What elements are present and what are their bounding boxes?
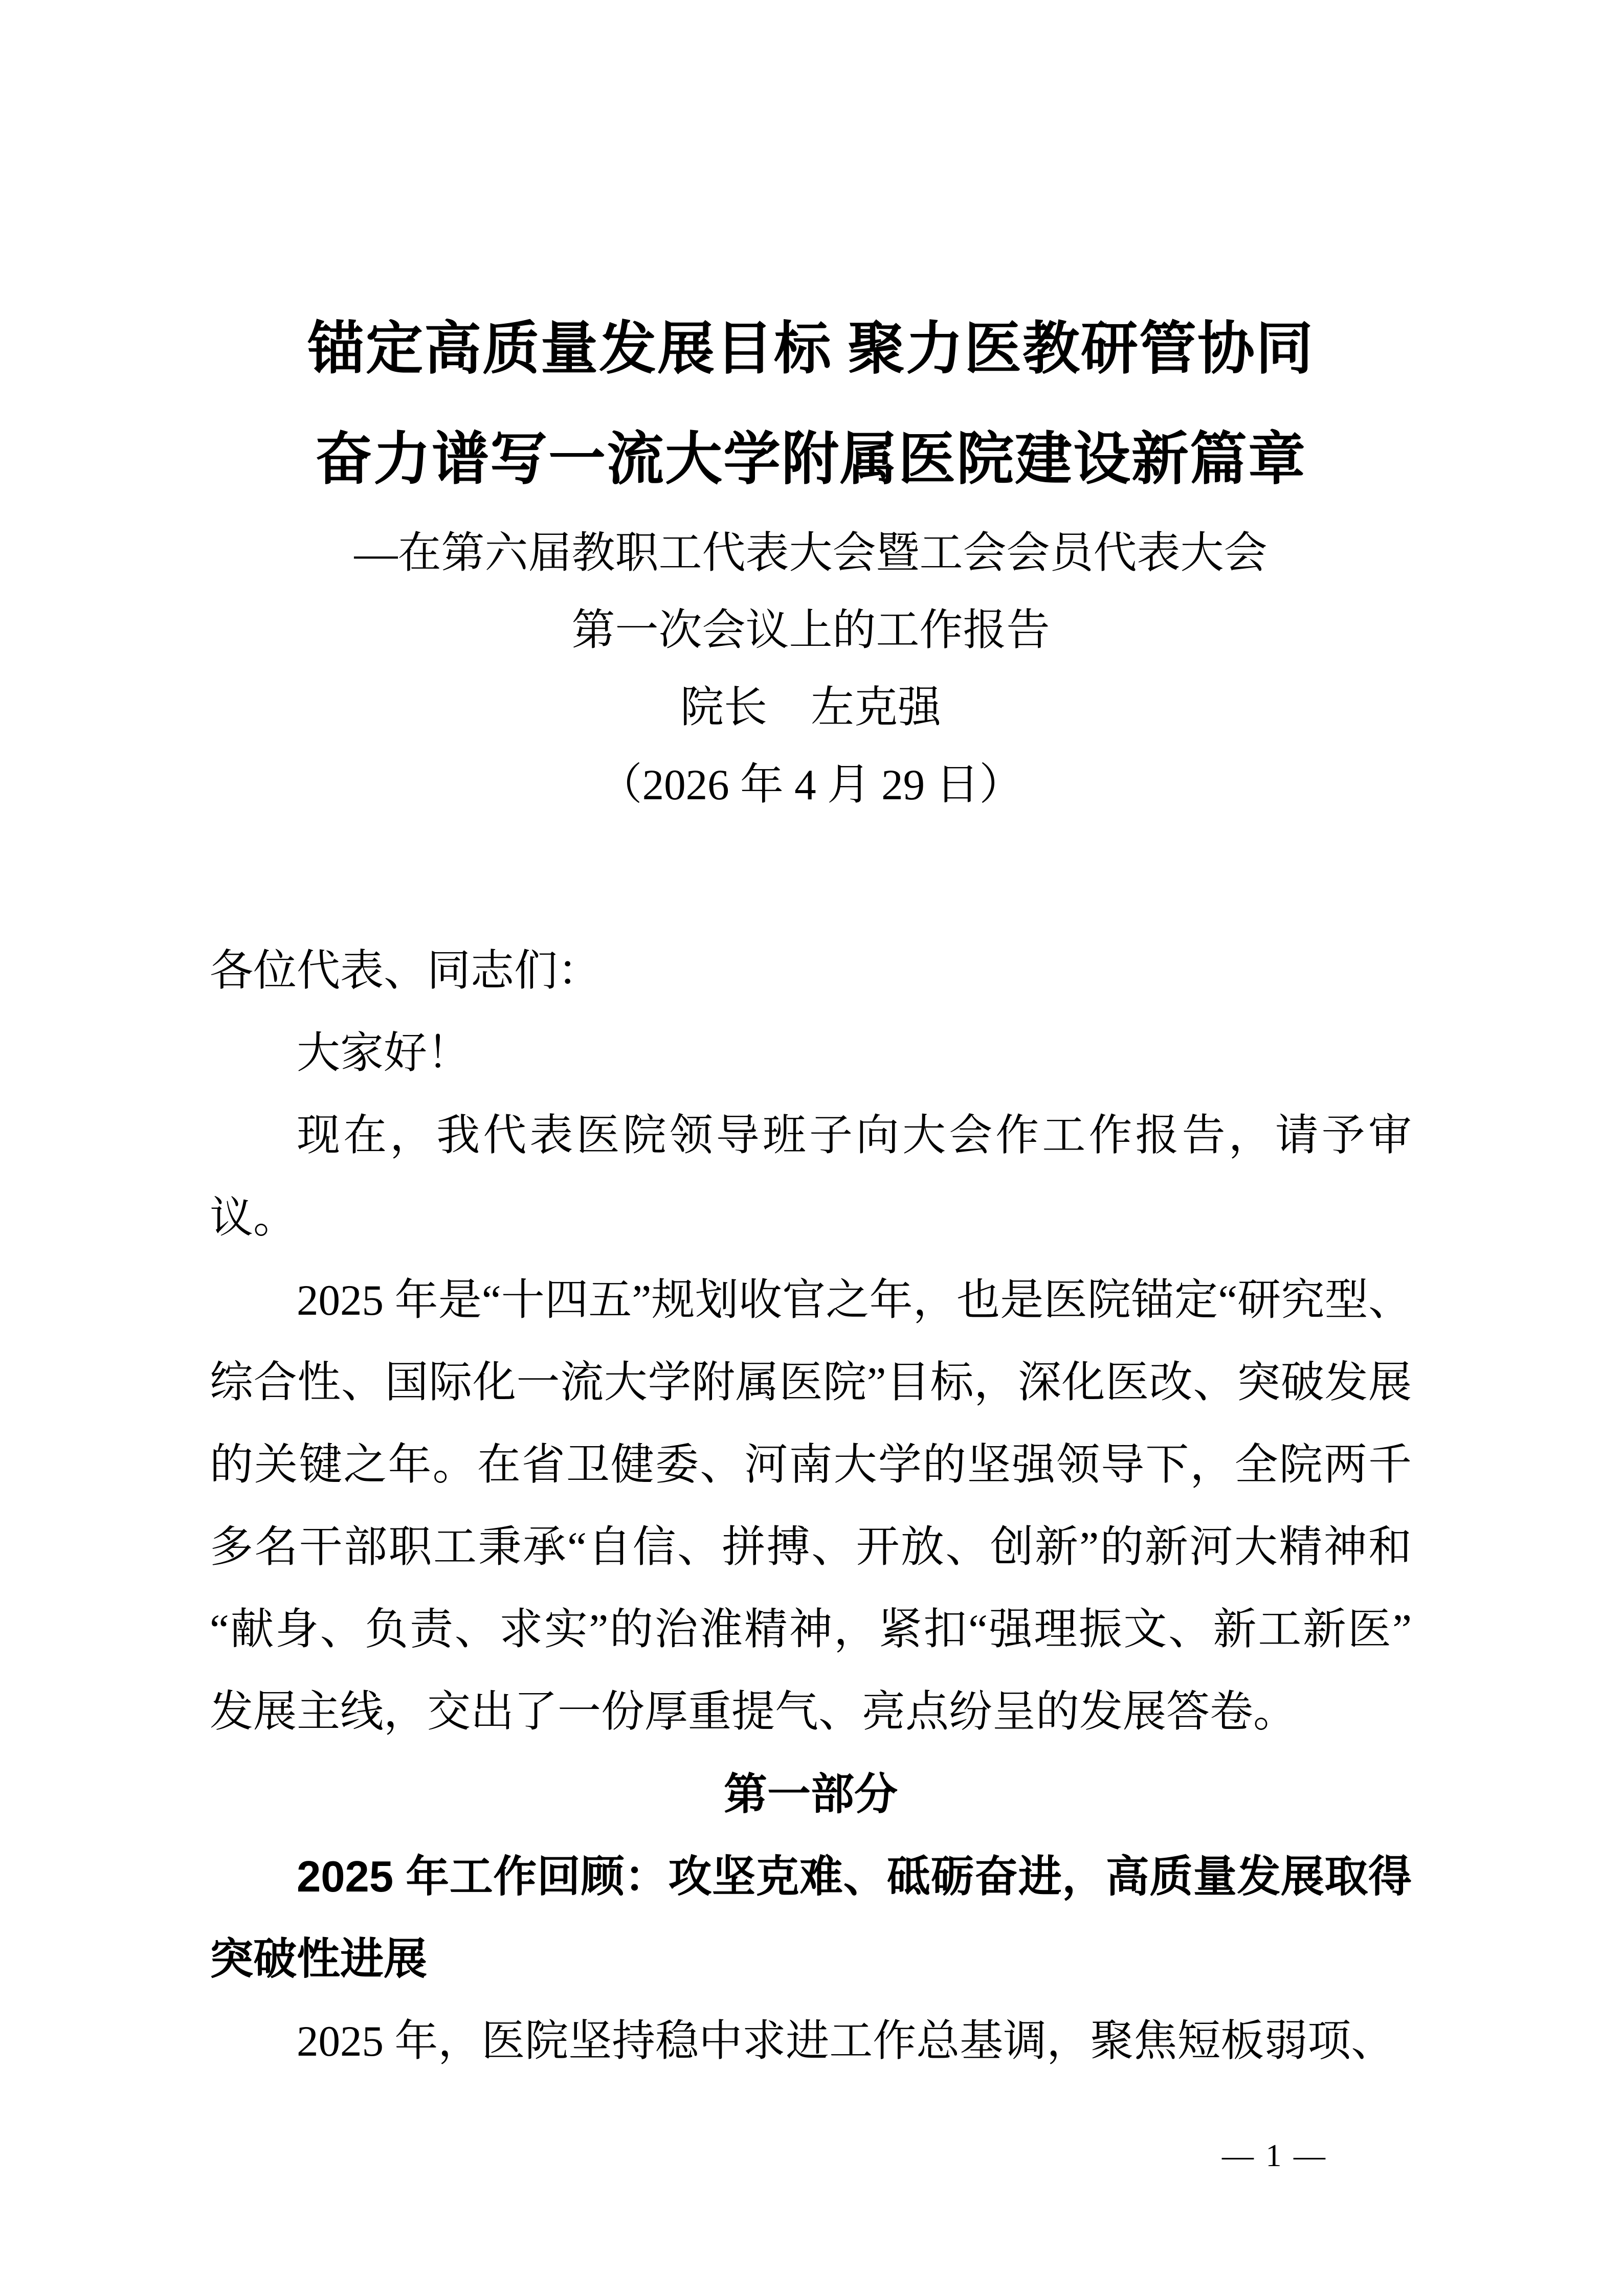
subtitle-author: 院长 左克强: [680, 684, 941, 732]
part-one-subheading: 2025 年工作回顾：攻坚克难、砥砺奋进，高质量发展取得突破性进展: [210, 1853, 1412, 1984]
document-subtitle: [210, 515, 1412, 824]
salutation: 各位代表、同志们：: [210, 947, 602, 995]
document-content: [0, 294, 1624, 2083]
body-paragraph-review: 2025 年是“十四五”规划收官之年，也是医院锚定“研究型、综合性、国际化一流大学附属医院”目标，深化医改、突破发展的关键之年。在省卫健委、河南大学的坚强领导下，全院两千多名干部职工秉承“自信、拼搏、开放、创新”的新河大精神和“献身、负责、求实”的治淮精神，紧扣“强理振文、新工新医”发展主线，交出了一份厚重提气、亮点纷呈的发展答卷。: [210, 1276, 1412, 1736]
body-paragraph-closing: 2025 年，医院坚持稳中求进工作总基调，聚焦短板弱项、: [297, 2017, 1395, 2065]
subtitle-date: （2026 年 4 月 29 日）: [598, 761, 1023, 809]
subtitle-meeting-line-2: 第一次会议上的工作报告: [571, 606, 1050, 655]
subtitle-meeting-line-1: —在第六届教职工代表大会暨工会会员代表大会: [354, 529, 1267, 577]
document-title-line-1: 锚定高质量发展目标 聚力医教研管协同: [307, 318, 1314, 381]
document-title-line-2: 奋力谱写一流大学附属医院建设新篇章: [315, 428, 1306, 491]
page-number: — 1 —: [1222, 2139, 1327, 2173]
part-one-heading: 第一部分: [723, 1770, 898, 1819]
body-paragraph-intro: 现在，我代表医院领导班子向大会作工作报告，请予审议。: [210, 1112, 1412, 1242]
document-title: [210, 294, 1412, 515]
document-body: [210, 930, 1412, 2083]
body-paragraph-greeting: 大家好！: [297, 1029, 471, 1077]
